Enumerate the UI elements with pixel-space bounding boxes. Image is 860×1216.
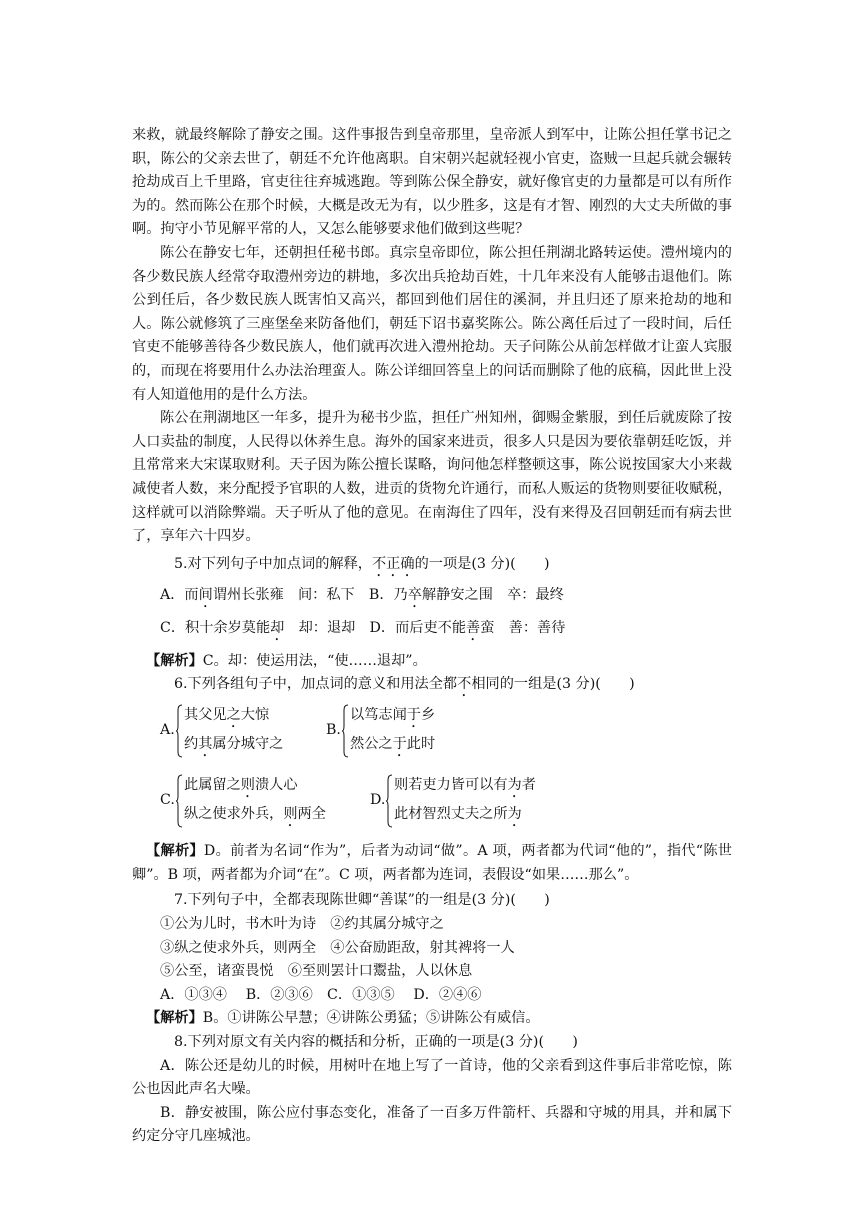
brace-icon bbox=[386, 774, 393, 828]
passage-paragraph-1: 来救，就最终解除了静安之围。这件事报告到皇帝那里，皇帝派人到军中，让陈公担任掌书记之职，陈公的父亲去世了，朝廷不允许他离职。自宋朝兴起就轻视小官吏，盗贼一旦起兵就会辗转抢劫成百上千里路，官吏往往弃城逃跑。等到陈公保全静安，就好像官吏的力量都是可以有所作为的。然而陈公在那个时候，大概是改无为有，以少胜多，这是有才智、刚烈的大丈夫所做的事啊。拘守小节见解平常的人，又怎么能够要求他们做到这些呢？ bbox=[132, 127, 732, 238]
question-5-options-ab: A．而间谓州长张雍 间：私下 B．乃卒解静安之围 卒：最终 bbox=[160, 586, 564, 603]
emphasis-mark: 不正确 bbox=[371, 555, 415, 572]
question-7-answer: 【解析】B。①讲陈公早慧；④讲陈公勇猛；⑤讲陈公有威信。 bbox=[146, 1010, 540, 1027]
answer-tag: 【解析】 bbox=[146, 652, 203, 669]
question-7-item-line-2: ③纵之使求外兵，则两全 ④公奋励距敌，射其裨将一人 bbox=[160, 939, 515, 956]
question-6-answer: 【解析】D。前者为名词“作为”，后者为动词“做”。A 项，两者都为代词“他的”，指代“陈世卿”。B 项，两者都为介词“在”。C 项，两者都为连词，表假设“如果……那么”。 bbox=[132, 843, 732, 883]
question-7-item-line-1: ①公为儿时，书木叶为诗 ②约其属分城守之 bbox=[160, 916, 444, 933]
passage-paragraph-3: 陈公在荆湖地区一年多，提升为秘书少监，担任广州知州，御赐金紫服，到任后就废除了按人口卖盐的制度，人民得以休养生息。海外的国家来进贡，很多人只是因为要依靠朝廷吃饭，并且常常来大宋谋取财利。天子因为陈公擅长谋略，询问他怎样整顿这事，陈公说按国家大小来裁减使者人数，来分配授予官职的人数，进贡的货物允许通行，而私人贩运的货物则要征收赋税，这样就可以消除弊端。天子听从了他的意见。在南海住了四年，没有来得及召回朝廷而有病去世了，享年六十四岁。 bbox=[132, 410, 732, 545]
question-7-stem: 7.下列句子中，全都表现陈世卿“善谋”的一组是(3 分)( ) bbox=[174, 892, 550, 909]
passage-paragraph-2: 陈公在静安七年，还朝担任秘书郎。真宗皇帝即位，陈公担任荆湖北路转运使。澧州境内的各少数民族人经常夺取澧州旁边的耕地，多次出兵抢劫百姓，十几年来没有人能够击退他们。陈公到任后，各少数民族人既害怕又高兴，都回到他们居住的溪洞，并且归还了原来抢劫的地和人。陈公就修筑了三座堡垒来防备他们，朝廷下诏书嘉奖陈公。陈公离任后过了一段时间，后任官吏不能够善待各少数民族人，他们就再次进入澧州抢劫。天子问陈公从前怎样做才让蛮人宾服的，而现在将要用什么办法治理蛮人。陈公详细回答皇上的问话而删除了他的底稿，因此世上没有人知道他用的是什么方法。 bbox=[132, 244, 732, 403]
brace-icon bbox=[176, 704, 183, 758]
question-8-stem: 8.下列对原文有关内容的概括和分析，正确的一项是(3 分)( ) bbox=[174, 1034, 578, 1051]
question-8-option-a: A．陈公还是幼儿的时候，用树叶在地上写了一首诗，他的父亲看到这件事后非常吃惊，陈公也因此声名大噪。 bbox=[132, 1057, 732, 1098]
document-page bbox=[132, 124, 732, 1149]
question-5-stem: 5.对下列句子中加点词的解释，不正确的一项是(3 分)( ) bbox=[174, 555, 550, 572]
question-6-stem: 6.下列各组句子中，加点词的意义和用法全都不相同的一组是(3 分)( ) bbox=[174, 676, 635, 693]
question-5-answer: 【解析】C。却：使运用法，“使……退却”。 bbox=[146, 652, 427, 669]
question-6-options-ab: A. 其父见之大惊 约其属分城守之 B. 以笃志闻于乡 然公之于此时 bbox=[160, 704, 732, 768]
question-7-options: A．①③④ B．②③⑥ C．①③⑤ D．②④⑥ bbox=[160, 986, 482, 1003]
question-7-item-line-3: ⑤公至，诸蛮畏悦 ⑥至则罢计口鬻盐，人以休息 bbox=[160, 963, 473, 980]
question-6-options-cd: C. 此属留之则溃人心 纵之使求外兵，则两全 D. 则若吏力皆可以有为者 此材智烈丈夫之所为 bbox=[160, 774, 732, 838]
brace-icon bbox=[342, 704, 349, 758]
brace-icon bbox=[176, 774, 183, 828]
question-8-option-b: B．静安被围，陈公应付事态变化，准备了一百多万件箭杆、兵器和守城的用具，并和属下约定分守几座城池。 bbox=[132, 1104, 732, 1145]
question-5-options-cd: C．积十余岁莫能却 却：退却 D．而后吏不能善蛮 善：善待 bbox=[160, 619, 566, 636]
